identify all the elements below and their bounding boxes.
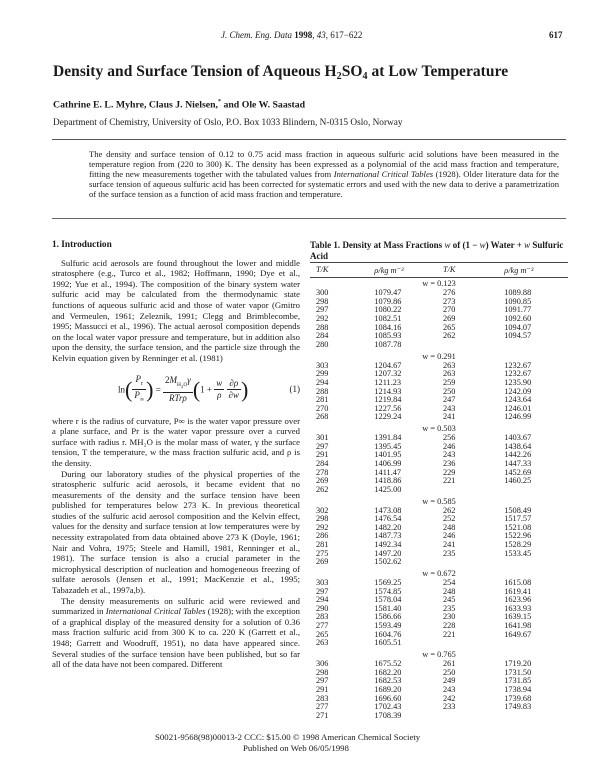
density-cell: 1214.93 [374, 386, 402, 396]
temperature-cell: 292 [316, 314, 329, 324]
section-heading: 1. Introduction [52, 240, 112, 250]
density-cell: 1087.78 [374, 339, 402, 349]
density-cell: 1623.96 [504, 595, 532, 605]
density-cell: 1521.08 [504, 522, 532, 532]
temperature-cell: 243 [442, 684, 456, 694]
temperature-cell: 298 [316, 296, 329, 306]
temperature-cell: 229 [442, 467, 456, 477]
mass-fraction-label: w = 0.672 [422, 569, 456, 579]
density-cell: 1094.57 [504, 331, 532, 341]
density-cell: 1232.67 [504, 360, 532, 370]
temperature-cell: 299 [316, 369, 329, 379]
density-cell: 1522.96 [504, 531, 532, 541]
temperature-cell: 263 [316, 638, 329, 648]
abstract-box [52, 139, 566, 219]
density-cell: 1452.69 [504, 467, 532, 477]
mass-fraction-label: w = 0.765 [422, 650, 456, 660]
density-cell: 1091.77 [504, 305, 532, 315]
rhs-fraction [163, 375, 193, 404]
temperature-cell: 280 [316, 339, 329, 349]
frac-den: ∂w [228, 390, 239, 401]
density-cell: 1682.20 [374, 667, 402, 677]
table-body [310, 278, 568, 721]
temperature-cell: 230 [442, 612, 456, 622]
temperature-cell: 292 [316, 522, 329, 532]
temperature-cell: 248 [442, 586, 456, 596]
temperature-cell: 241 [442, 540, 456, 550]
temperature-cell: 263 [442, 369, 456, 379]
paragraph [52, 596, 300, 670]
temperature-cell: 275 [316, 548, 329, 558]
temperature-cell: 291 [316, 684, 329, 694]
temperature-cell: 294 [316, 377, 329, 387]
title-part: at Low Temperature [367, 63, 509, 80]
temperature-cell: 269 [316, 557, 329, 567]
table-group-header [310, 349, 568, 361]
density-cell: 1702.43 [374, 702, 402, 712]
temperature-cell: 247 [442, 395, 456, 405]
density-cell: 1731.50 [504, 667, 532, 677]
mass-fraction-label: w = 0.585 [422, 496, 456, 506]
temperature-cell: 252 [442, 514, 456, 524]
temperature-cell [443, 486, 504, 495]
table-row [310, 486, 568, 495]
temperature-cell: 263 [442, 360, 456, 370]
density-cell: 1204.67 [374, 360, 402, 370]
density-cell [504, 341, 568, 350]
density-cell: 1080.22 [374, 305, 402, 315]
density-cell: 1395.45 [374, 441, 402, 451]
temperature-cell: 297 [316, 586, 329, 596]
density-cell: 1411.47 [374, 467, 402, 477]
paren-icon: ) [146, 376, 154, 402]
temperature-cell: 246 [442, 441, 456, 451]
density-cell: 1232.67 [504, 369, 532, 379]
density-cell: 1569.25 [374, 578, 402, 588]
density-cell: 1739.68 [504, 693, 532, 703]
table-row [310, 712, 568, 721]
table-caption [310, 240, 568, 261]
density-cell: 1082.51 [374, 314, 402, 324]
temperature-cell: 284 [316, 331, 329, 341]
temperature-cell: 271 [316, 710, 329, 720]
density-cell: 1641.98 [504, 621, 532, 631]
column-header: ρ/kg m⁻³ [374, 265, 404, 275]
temperature-cell: 268 [316, 412, 329, 422]
density-cell: 1090.85 [504, 296, 532, 306]
temperature-cell: 278 [316, 467, 329, 477]
density-cell: 1689.20 [374, 684, 402, 694]
abstract-italic: International Critical Tables [333, 169, 434, 180]
density-cell: 1425.00 [374, 484, 402, 494]
paren-icon: ) [240, 376, 249, 402]
temperature-cell: 233 [442, 702, 456, 712]
density-cell: 1447.33 [504, 458, 532, 468]
paragraph: where r is the radius of curvature, P∞ is the water vapor pressure over a plane surface, and Pr is the water vapor pressure over a curved surface with radius r. MH₂O is the molar mass of water, γ the surface tension, T the temperature, w the mass fraction sulfuric acid, and ρ is the density. [52, 415, 300, 468]
density-cell: 1502.62 [374, 557, 402, 567]
temperature-cell [443, 639, 504, 648]
temperature-cell: 270 [442, 305, 456, 315]
density-cell: 1696.60 [374, 693, 402, 703]
mass-fraction-label: w = 0.291 [422, 351, 456, 361]
caption-text: of (1 − [450, 240, 480, 250]
density-cell: 1476.54 [374, 514, 402, 524]
title-subscript: 4 [362, 71, 368, 82]
density-cell: 1460.25 [504, 476, 532, 486]
temperature-cell: 303 [316, 360, 329, 370]
introduction-column [52, 240, 300, 670]
temperature-cell: 241 [442, 412, 456, 422]
temperature-cell: 259 [442, 377, 456, 387]
frac-num: $P_r$ [132, 374, 146, 391]
temperature-cell: 265 [316, 629, 329, 639]
density-cell: 1682.53 [374, 676, 402, 686]
temperature-cell: 242 [442, 693, 456, 703]
temperature-cell: 273 [442, 296, 456, 306]
temperature-cell: 262 [442, 331, 456, 341]
caption-text: ) Water + [485, 240, 525, 250]
temperature-cell: 245 [442, 595, 456, 605]
density-cell: 1482.20 [374, 522, 402, 532]
density-cell: 1749.83 [504, 702, 532, 712]
table-row [310, 413, 568, 422]
temperature-cell: 294 [316, 595, 329, 605]
density-cell [504, 558, 568, 567]
temperature-cell: 291 [316, 450, 329, 460]
corresponding-author-mark: * [218, 99, 222, 105]
w-rho-fraction [214, 378, 224, 401]
density-cell: 1219.84 [374, 395, 402, 405]
density-cell: 1079.47 [374, 288, 402, 298]
density-cell: 1619.41 [504, 586, 532, 596]
paren-icon: ( [125, 376, 133, 402]
density-cell: 1581.40 [374, 603, 402, 613]
affiliation: Department of Chemistry, University of Oslo, P.O. Box 1033 Blindern, N-0315 Oslo, Norway [53, 118, 403, 128]
temperature-cell: 290 [316, 603, 329, 613]
journal-pages: 617−622 [330, 30, 363, 40]
density-cell: 1418.86 [374, 476, 402, 486]
temperature-cell: 270 [316, 403, 329, 413]
density-cell: 1578.04 [374, 595, 402, 605]
mass-fraction-label: w = 0.123 [422, 279, 456, 289]
temperature-cell: 250 [442, 667, 456, 677]
italic-span: International Critical Tables [105, 606, 206, 617]
temperature-cell: 302 [316, 505, 329, 515]
title-subscript: 2 [336, 71, 342, 82]
temperature-cell: 286 [316, 531, 329, 541]
ln-operator: ln [118, 383, 126, 394]
density-cell: 1211.23 [374, 377, 402, 387]
density-cell: 1092.60 [504, 314, 532, 324]
density-cell: 1605.51 [374, 638, 402, 648]
temperature-cell [443, 558, 504, 567]
density-cell: 1227.56 [374, 403, 402, 413]
density-cell: 1731.85 [504, 676, 532, 686]
temperature-cell: 261 [442, 659, 456, 669]
temperature-cell: 256 [442, 433, 456, 443]
density-cell: 1604.76 [374, 629, 402, 639]
temperature-cell: 288 [316, 386, 329, 396]
temperature-cell: 298 [316, 514, 329, 524]
frac-den: ρ [217, 390, 222, 401]
paragraph: During our laboratory studies of the physical properties of the stratospheric sulfuric acid aerosols, it became evident that no measurements of the density and the surface tension have been published for temperatures below 273 K. In previous theoretical studies of the sulfuric acid aerosol composition and the Kelvin effect, values for the density and surface tension at low temperatures were by necessity extrapolated from data obtained above 273 K (Doyle, 1961; Nair and Vohra, 1975; Steele and Hamill, 1981, Renninger et al., 1981). The surface tension is also a crucial parameter in the microphysical description of nucleation and homogeneous freezing of sulfate aerosols (Jensen et al., 1991; MacKenzie et al., 1995; Tabazadeh et al., 1997a,b). [52, 468, 300, 596]
article-title [53, 63, 508, 82]
density-cell [504, 712, 568, 721]
temperature-cell: 249 [442, 676, 456, 686]
abstract-text [89, 149, 559, 199]
density-cell: 1675.52 [374, 659, 402, 669]
density-cell: 1615.08 [504, 578, 532, 588]
temperature-cell: 297 [316, 676, 329, 686]
density-cell: 1708.39 [374, 710, 402, 720]
journal-citation: J. Chem. Eng. Data 1998, 43, 617−622 [221, 30, 363, 40]
table-row [310, 550, 568, 559]
temperature-cell [443, 341, 504, 350]
table-header-row [310, 263, 568, 278]
temperature-cell [443, 712, 504, 721]
mass-fraction-label: w = 0.503 [422, 424, 456, 434]
abstract-span: (1928). Older literature data for the surface tension of aqueous sulfuric acid has been corrected for systematic errors and used with the new data to derive a parametrization of the surface tension as a function of acid mass fraction and temperature. [89, 169, 559, 200]
frac-den: RTrρ [169, 393, 187, 404]
column-header: T/K [316, 265, 329, 274]
caption-var: w [524, 240, 531, 250]
kelvin-equation [52, 370, 300, 410]
table-row [310, 477, 568, 486]
temperature-cell: 288 [316, 322, 329, 332]
density-cell: 1517.57 [504, 514, 532, 524]
temperature-cell: 300 [316, 288, 329, 298]
temperature-cell: 297 [316, 441, 329, 451]
temperature-cell: 243 [442, 450, 456, 460]
density-cell: 1473.08 [374, 505, 402, 515]
column-header: T/K [442, 265, 456, 274]
temperature-cell: 254 [442, 578, 456, 588]
authors-text: and Ole W. Saastad [221, 99, 306, 111]
title-part: Density and Surface Tension of Aqueous H [53, 63, 337, 80]
frac-num: $2M_{H_2O}\gamma$ [163, 375, 193, 393]
temperature-cell: 262 [316, 484, 329, 494]
density-cell: 1085.93 [374, 331, 402, 341]
density-cell: 1089.88 [504, 288, 532, 298]
temperature-cell: 248 [442, 522, 456, 532]
density-cell: 1438.64 [504, 441, 532, 451]
table-row [310, 558, 568, 567]
density-cell: 1528.29 [504, 540, 532, 550]
table-row [310, 341, 568, 350]
temperature-cell: 246 [442, 531, 456, 541]
density-cell: 1487.73 [374, 531, 402, 541]
table-label: Table 1. [310, 240, 341, 250]
density-cell: 1649.67 [504, 629, 532, 639]
density-cell: 1084.16 [374, 322, 402, 332]
title-part: SO [341, 63, 363, 80]
density-cell: 1243.64 [504, 395, 532, 405]
caption-text: Sulfuric Acid [310, 240, 564, 261]
temperature-cell: 269 [442, 314, 456, 324]
paragraph: Sulfuric acid aerosols are found throughout the lower and middle stratosphere (e.g., Turco et al., 1982; Hoffmann, 1990; Dye et al., 1992; Yue et al., 1994). The composition of the binary system water sulfuric acid may be calculated from the thermodynamic state functions of aqueous sulfuric acid and those of water vapor (Gmitro and Vermeulen, 1961; Zeleznik, 1991; Clegg and Brimblecombe, 1995; Massucci et al., 1996). The actual aerosol composition depends on the local water vapor pressure and temperature, but in addition also upon the density, the surface tension, and the particle size through the Kelvin equation given by Renninger et al. (1981) [52, 257, 300, 363]
density-cell: 1207.32 [374, 369, 402, 379]
frac-num: ∂ρ [227, 378, 241, 390]
temperature-cell: 228 [442, 621, 456, 631]
temperature-cell: 265 [442, 322, 456, 332]
temperature-cell: 236 [442, 458, 456, 468]
density-cell [504, 639, 568, 648]
caption-text: Density at Mass Fractions [340, 240, 445, 250]
temperature-cell: 298 [316, 667, 329, 677]
temperature-cell: 250 [442, 386, 456, 396]
density-cell: 1401.95 [374, 450, 402, 460]
density-cell: 1242.09 [504, 386, 532, 396]
density-cell: 1094.07 [504, 322, 532, 332]
temperature-cell: 283 [316, 612, 329, 622]
density-cell: 1246.99 [504, 412, 532, 422]
table-row [310, 639, 568, 648]
density-cell [504, 486, 568, 495]
density-cell: 1403.67 [504, 433, 532, 443]
paren-icon: ( [192, 376, 201, 402]
density-cell: 1497.20 [374, 548, 402, 558]
table-group-header [310, 494, 568, 506]
journal-name: J. Chem. Eng. Data [221, 30, 292, 40]
temperature-cell: 284 [316, 458, 329, 468]
density-cell: 1229.24 [374, 412, 402, 422]
temperature-cell: 281 [316, 540, 329, 550]
density-cell: 1633.93 [504, 603, 532, 613]
density-cell: 1246.01 [504, 403, 532, 413]
text-span: The density measurements on sulfuric acid were reviewed and summarized in [52, 595, 300, 617]
temperature-cell: 243 [442, 403, 456, 413]
density-table [310, 262, 568, 720]
density-cell: 1586.66 [374, 612, 402, 622]
density-cell: 1533.45 [504, 548, 532, 558]
temperature-cell: 221 [442, 476, 456, 486]
temperature-cell: 297 [316, 305, 329, 315]
density-cell: 1593.49 [374, 621, 402, 631]
temperature-cell: 262 [442, 505, 456, 515]
lhs-fraction [132, 374, 146, 407]
equation-number: (1) [289, 383, 300, 394]
density-cell: 1442.26 [504, 450, 532, 460]
density-cell: 1079.86 [374, 296, 402, 306]
density-cell: 1738.94 [504, 684, 532, 694]
authors-text: Cathrine E. L. Myhre, Claus J. Nielsen, [53, 99, 219, 111]
temperature-cell: 303 [316, 578, 329, 588]
temperature-cell: 283 [316, 693, 329, 703]
temperature-cell: 269 [316, 476, 329, 486]
copyright-line: S0021-9568(98)00013-2 CCC: $15.00 © 1998 American Chemical Society [155, 732, 421, 742]
table-row [310, 703, 568, 712]
text-span: (1928); with the exception of a graphical display of the measured density for a solution of 0.36 mass fraction sulfuric acid from 300 K to ca. 220 K (Garrett et al., 1948; Garrett and Woodruff, 1951), no data have appeared since. Several studies of the surface tension have been published, but so far all of the data have not been compared. Different [52, 606, 300, 670]
abstract-span: The density and surface tension of 0.12 to 0.75 acid mass fraction in aqueous sulfuric acid solutions have been measured in the temperature region from (220 to 300) K. The density has been expressed as a polynomial of the acid mass fraction and temperature, fitting the new measurements together with the tabulated values from [89, 149, 559, 180]
derivative-fraction [227, 378, 241, 401]
temperature-cell: 276 [442, 288, 456, 298]
page-number: 617 [549, 30, 563, 40]
temperature-cell: 221 [442, 629, 456, 639]
caption-var: w [444, 240, 451, 250]
density-cell: 1391.84 [374, 433, 402, 443]
equation-body: ln( $\frac{P_r}{P_\infty}$ ) = $\frac{2M_{H_2O}\gamma}{\text{RTrρ}}$ (1 + $\frac{w}{\rho}$ $\frac{\partial\rho}{\partial w}$ ) [118, 374, 248, 407]
density-cell: 1639.15 [504, 612, 532, 622]
journal-year: 1998 [294, 30, 313, 40]
table-row [310, 332, 568, 341]
temperature-cell: 277 [316, 621, 329, 631]
density-cell: 1492.34 [374, 540, 402, 550]
caption-var: w [479, 240, 486, 250]
frac-num: w [216, 378, 223, 389]
density-cell: 1235.90 [504, 377, 532, 387]
temperature-cell: 301 [316, 433, 329, 443]
journal-volume: 43 [316, 30, 326, 40]
column-header: ρ/kg m⁻³ [504, 265, 534, 275]
density-cell: 1574.85 [374, 586, 402, 596]
temperature-cell: 235 [442, 548, 456, 558]
temperature-cell: 306 [316, 659, 329, 669]
density-cell: 1508.49 [504, 505, 532, 515]
publication-date: Published on Web 06/05/1998 [243, 743, 349, 753]
temperature-cell: 281 [316, 395, 329, 405]
temperature-cell: 235 [442, 603, 456, 613]
frac-den: $P_\infty$ [134, 390, 145, 404]
density-table-grid [310, 263, 568, 720]
density-cell: 1406.99 [374, 458, 402, 468]
table-row [310, 631, 568, 640]
author-list [53, 99, 305, 110]
density-cell: 1719.20 [504, 659, 532, 669]
temperature-cell: 277 [316, 702, 329, 712]
